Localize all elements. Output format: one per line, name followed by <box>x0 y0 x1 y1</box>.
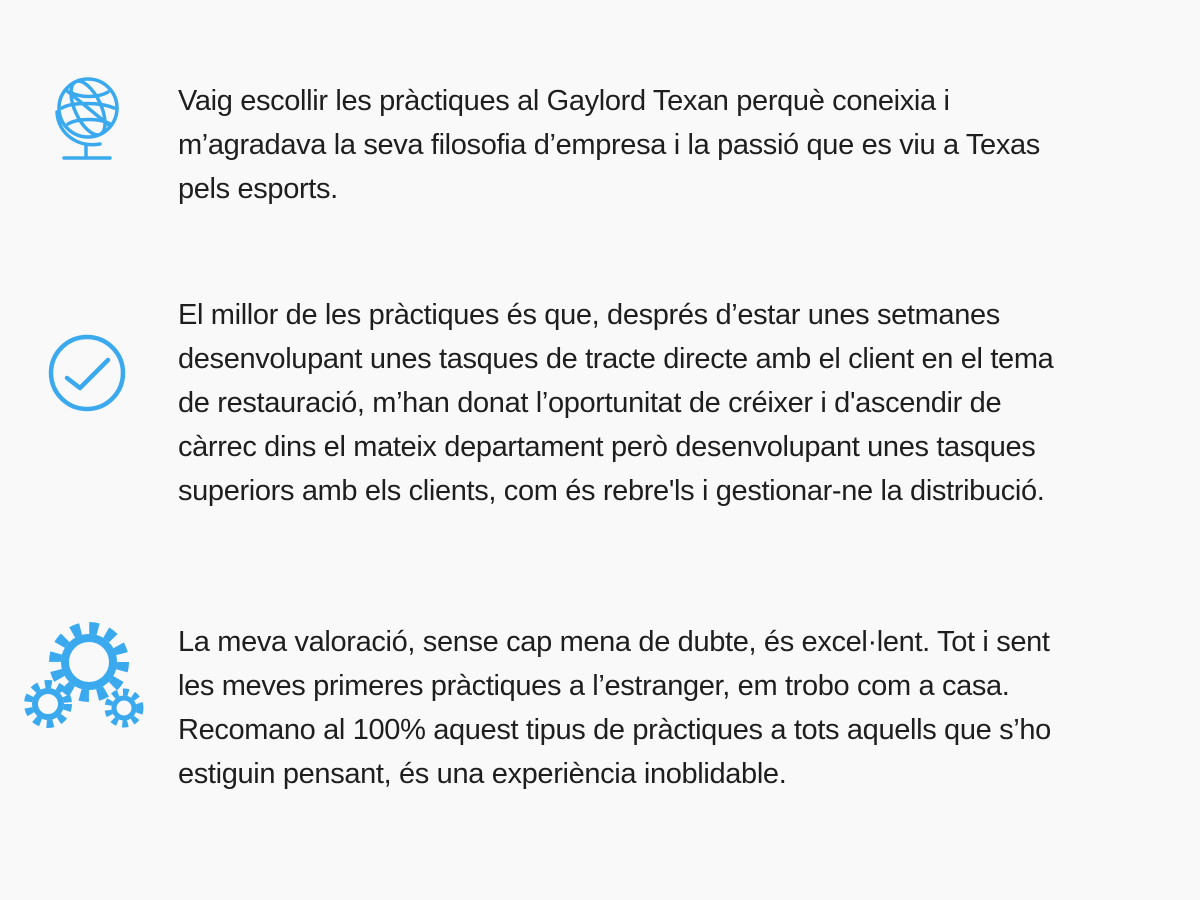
testimonial-text-1 <box>178 79 1168 211</box>
text-line: pels esports. <box>178 173 338 205</box>
testimonial-text-3 <box>178 620 1168 796</box>
text-line: càrrec dins el mateix departament però desenvolupant unes tasques <box>178 431 1036 463</box>
testimonial-text-2 <box>178 293 1168 513</box>
text-line: Vaig escollir les pràctiques al Gaylord Texan perquè coneixia i <box>178 85 950 117</box>
text-line: les meves primeres pràctiques a l’estranger, em trobo com a casa. <box>178 670 1010 702</box>
text-line: estiguin pensant, és una experiència inoblidable. <box>178 758 787 790</box>
text-line: La meva valoració, sense cap mena de dubte, és excel·lent. Tot i sent <box>178 626 1050 658</box>
text-line: m’agradava la seva filosofia d’empresa i la passió que es viu a Texas <box>178 129 1040 161</box>
text-line: superiors amb els clients, com és rebre'ls i gestionar-ne la distribució. <box>178 475 1045 507</box>
globe-icon <box>48 72 124 168</box>
checkmark-circle-icon <box>48 330 128 414</box>
text-line: de restauració, m’han donat l’oportunitat de créixer i d'ascendir de <box>178 387 1002 419</box>
gears-icon <box>16 620 146 732</box>
text-line: Recomano al 100% aquest tipus de pràctiques a tots aquells que s’ho <box>178 714 1051 746</box>
text-line: desenvolupant unes tasques de tracte directe amb el client en el tema <box>178 343 1054 375</box>
text-line: El millor de les pràctiques és que, després d’estar unes setmanes <box>178 299 1000 331</box>
